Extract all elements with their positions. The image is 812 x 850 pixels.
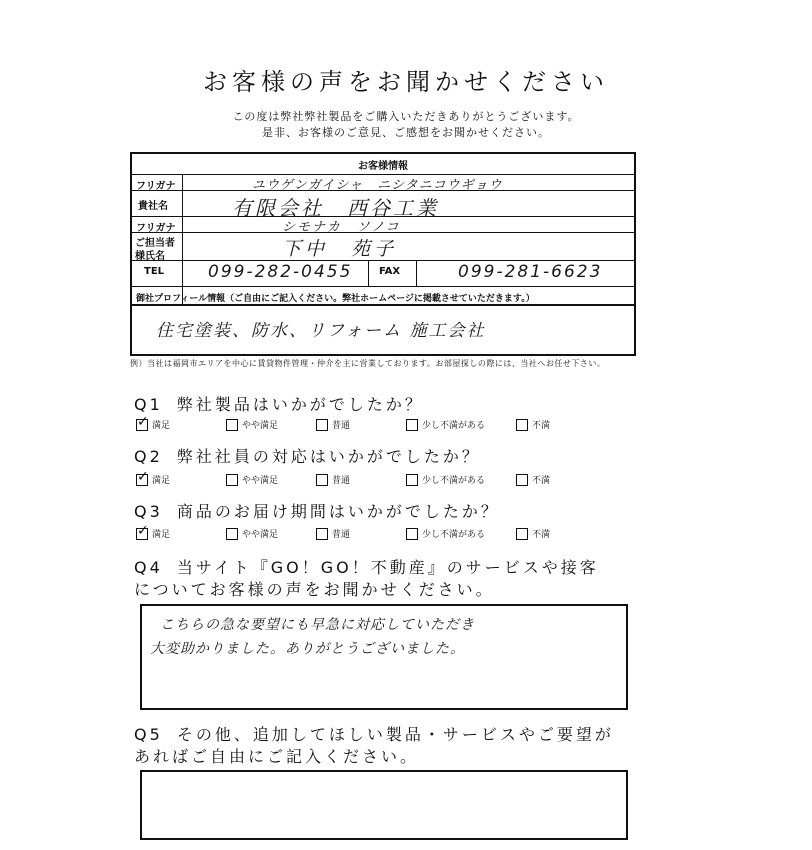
q3-option-0[interactable]	[136, 527, 170, 540]
q4-label: Q4	[134, 558, 163, 577]
q3-options	[136, 527, 606, 543]
q5-label: Q5	[134, 725, 163, 744]
option-label: 不満	[532, 476, 551, 486]
q1-option-0[interactable]	[136, 418, 170, 431]
checkbox-icon[interactable]	[316, 419, 328, 431]
checkbox-icon[interactable]	[136, 419, 148, 431]
option-label: 少し不満がある	[422, 530, 486, 540]
q4-answer-line2: 大変助かりました。ありがとうございました。	[150, 641, 465, 657]
option-label: 普通	[332, 476, 351, 486]
option-label: 普通	[332, 421, 351, 431]
fax-label: FAX	[379, 266, 401, 277]
q2-option-0[interactable]	[136, 473, 170, 486]
q2-option-1[interactable]	[226, 473, 278, 486]
person-furigana: シモナカ ソノコ	[282, 220, 401, 235]
q4-answer-box[interactable]	[140, 604, 628, 710]
tel-label: TEL	[144, 266, 165, 277]
checkbox-icon[interactable]	[226, 474, 238, 486]
q2-options	[136, 473, 606, 489]
q4-text-line1: 当サイト『GO！GO！不動産』のサービスや接客	[176, 558, 599, 577]
customer-info-table	[130, 152, 636, 306]
person-label-1: ご担当者	[135, 238, 175, 249]
q4-text-line2: についてお客様の声をお聞かせください。	[134, 580, 495, 599]
company-furigana: ユウゲンガイシャ ニシタニコウギョウ	[252, 178, 503, 193]
customer-info-header: お客様情報	[358, 161, 408, 172]
q2-text: 弊社社員の対応はいかがでしたか？	[176, 447, 481, 466]
q1-label: Q1	[134, 395, 163, 414]
option-label: 不満	[532, 530, 551, 540]
option-label: 少し不満がある	[422, 476, 486, 486]
q5-text-line2: あればご自由にご記入ください。	[134, 747, 420, 766]
profile-box	[130, 306, 636, 356]
checkbox-icon[interactable]	[516, 474, 528, 486]
company-name: 有限会社 西谷工業	[232, 196, 439, 220]
q1-option-3[interactable]	[406, 418, 485, 431]
q5-text-line1: その他、追加してほしい製品・サービスやご要望が	[176, 725, 614, 744]
q3-option-2[interactable]	[316, 527, 350, 540]
profile-value: 住宅塗装、防水、リフォーム 施工会社	[156, 321, 486, 341]
q2-label: Q2	[134, 447, 163, 466]
option-label: やや満足	[242, 476, 279, 486]
option-label: 満足	[152, 421, 171, 431]
option-label: やや満足	[242, 421, 279, 431]
q1-question	[134, 392, 424, 415]
q4-answer-line1: こちらの急な要望にも早急に対応していただき	[160, 617, 475, 633]
intro-line-2: 是非、お客様のご意見、ご感想をお聞かせください。	[262, 126, 550, 139]
q2-option-3[interactable]	[406, 473, 485, 486]
q1-option-2[interactable]	[316, 418, 350, 431]
checkbox-icon[interactable]	[316, 528, 328, 540]
q1-option-1[interactable]	[226, 418, 278, 431]
checkbox-icon[interactable]	[516, 419, 528, 431]
page-title: お客様の声をお聞かせください	[203, 68, 609, 96]
company-label: 貴社名	[138, 201, 168, 212]
option-label: 満足	[152, 530, 171, 540]
q2-option-4[interactable]	[516, 473, 550, 486]
q3-text: 商品のお届け期間はいかがでしたか？	[176, 502, 500, 521]
q3-option-1[interactable]	[226, 527, 278, 540]
checkbox-icon[interactable]	[516, 528, 528, 540]
q3-option-3[interactable]	[406, 527, 485, 540]
q1-option-4[interactable]	[516, 418, 550, 431]
person-name: 下中 苑子	[282, 238, 398, 260]
checkbox-icon[interactable]	[406, 474, 418, 486]
intro-line-1: この度は弊社弊社製品をご購入いただきありがとうございます。	[232, 110, 580, 123]
furigana-label-2: フリガナ	[136, 223, 176, 234]
q1-options	[136, 418, 606, 434]
option-label: 普通	[332, 530, 351, 540]
q3-label: Q3	[134, 502, 163, 521]
option-label: 不満	[532, 421, 551, 431]
option-label: 満足	[152, 476, 171, 486]
q3-question	[134, 499, 500, 522]
q3-option-4[interactable]	[516, 527, 550, 540]
q4-question	[134, 555, 599, 578]
profile-note: 例）当社は福岡市エリアを中心に賃貸物件管理・仲介を主に営業しております。お部屋探しの際には、当社へお任せ下さい。	[130, 359, 606, 368]
checkbox-icon[interactable]	[136, 528, 148, 540]
profile-header: 御社プロフィール情報（ご自由にご記入ください。弊社ホームページに掲載させていただきます。）	[136, 294, 535, 304]
q5-question	[134, 722, 614, 745]
checkbox-icon[interactable]	[316, 474, 328, 486]
checkbox-icon[interactable]	[226, 419, 238, 431]
checkbox-icon[interactable]	[136, 474, 148, 486]
option-label: 少し不満がある	[422, 421, 486, 431]
checkbox-icon[interactable]	[406, 419, 418, 431]
option-label: やや満足	[242, 530, 279, 540]
fax-value: 099-281-6623	[458, 262, 603, 282]
q5-answer-box[interactable]	[140, 770, 628, 840]
checkbox-icon[interactable]	[406, 528, 418, 540]
checkbox-icon[interactable]	[226, 528, 238, 540]
q2-option-2[interactable]	[316, 473, 350, 486]
tel-value: 099-282-0455	[208, 262, 353, 282]
person-label-2: 様氏名	[135, 251, 165, 262]
furigana-label: フリガナ	[136, 181, 176, 192]
q1-text: 弊社製品はいかがでしたか？	[176, 395, 424, 414]
q2-question	[134, 444, 481, 467]
